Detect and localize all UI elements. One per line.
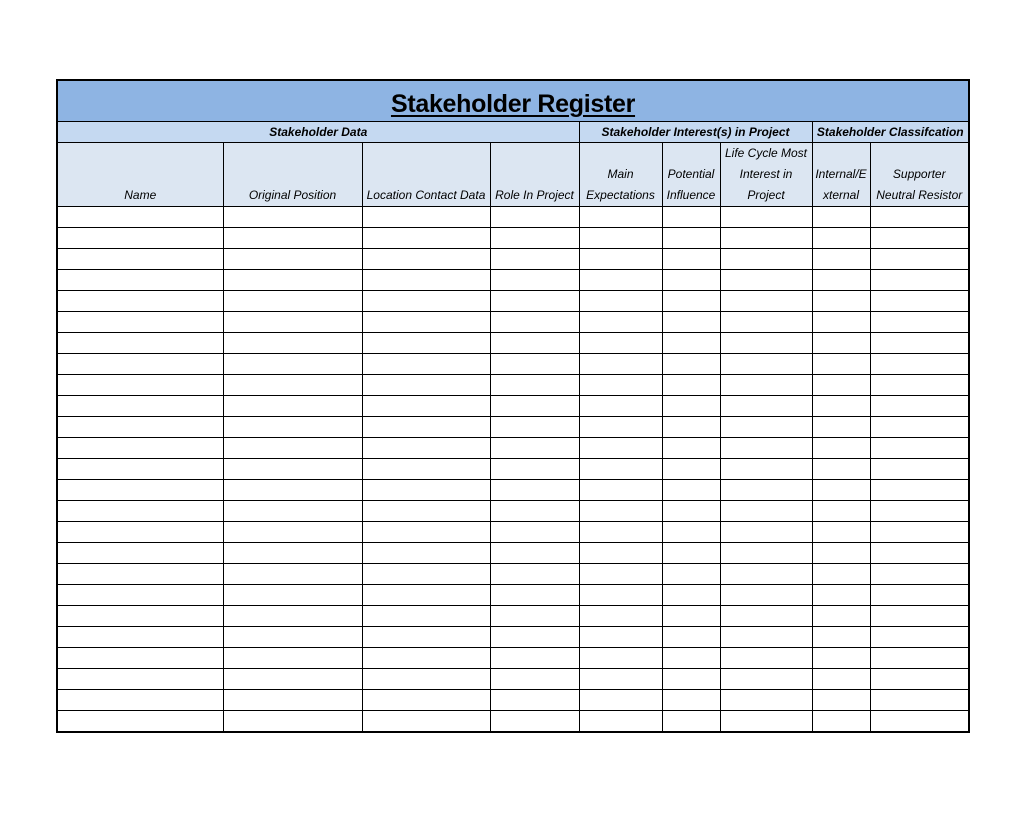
stakeholder-register-table	[56, 79, 970, 733]
table-cell[interactable]	[662, 501, 720, 522]
table-cell[interactable]	[812, 669, 870, 690]
table-cell[interactable]	[812, 648, 870, 669]
table-cell[interactable]	[362, 585, 490, 606]
table-cell[interactable]	[362, 543, 490, 564]
table-row	[57, 480, 969, 501]
table-cell[interactable]	[57, 711, 223, 733]
table-cell[interactable]	[57, 564, 223, 585]
table-cell[interactable]	[662, 606, 720, 627]
table-cell[interactable]	[870, 291, 969, 312]
table-cell[interactable]	[490, 333, 579, 354]
table-cell[interactable]	[57, 648, 223, 669]
table-cell[interactable]	[812, 417, 870, 438]
table-cell[interactable]	[579, 354, 662, 375]
table-row	[57, 438, 969, 459]
column-header-row	[57, 143, 969, 207]
table-row	[57, 543, 969, 564]
table-cell[interactable]	[223, 228, 362, 249]
table-cell[interactable]	[720, 522, 812, 543]
col-header-supporter-neutral-resistor	[870, 143, 969, 207]
table-cell[interactable]	[870, 417, 969, 438]
table-cell[interactable]	[870, 207, 969, 228]
table-cell[interactable]	[57, 375, 223, 396]
table-cell[interactable]	[490, 669, 579, 690]
col-header-role-in-project	[490, 143, 579, 207]
table-cell[interactable]	[223, 291, 362, 312]
table-cell[interactable]	[362, 522, 490, 543]
table-cell[interactable]	[812, 501, 870, 522]
table-cell[interactable]	[490, 627, 579, 648]
table-cell[interactable]	[223, 543, 362, 564]
table-cell[interactable]	[662, 291, 720, 312]
table-row	[57, 711, 969, 733]
table-cell[interactable]	[662, 375, 720, 396]
table-cell[interactable]	[579, 375, 662, 396]
table-cell[interactable]	[870, 543, 969, 564]
col-header-original-position	[223, 143, 362, 207]
table-cell[interactable]	[812, 312, 870, 333]
table-cell[interactable]	[579, 228, 662, 249]
table-cell[interactable]	[57, 690, 223, 711]
col-header-location-contact-data-label: Location Contact Data	[366, 188, 486, 202]
table-cell[interactable]	[490, 711, 579, 733]
table-cell[interactable]	[870, 249, 969, 270]
table-cell[interactable]	[812, 207, 870, 228]
table-cell[interactable]	[720, 564, 812, 585]
table-cell[interactable]	[579, 270, 662, 291]
table-cell[interactable]	[812, 585, 870, 606]
col-header-role-in-project-label: Role In Project	[495, 188, 574, 202]
table-cell[interactable]	[662, 354, 720, 375]
table-cell[interactable]	[57, 312, 223, 333]
table-cell[interactable]	[662, 396, 720, 417]
table-row	[57, 333, 969, 354]
table-cell[interactable]	[662, 669, 720, 690]
table-cell[interactable]	[720, 627, 812, 648]
table-cell[interactable]	[662, 585, 720, 606]
table-row	[57, 564, 969, 585]
table-row	[57, 291, 969, 312]
table-cell[interactable]	[362, 501, 490, 522]
table-cell[interactable]	[812, 270, 870, 291]
col-header-main-expectations-label: Main Expectations	[586, 167, 655, 202]
table-cell[interactable]	[490, 207, 579, 228]
table-cell[interactable]	[57, 606, 223, 627]
table-cell[interactable]	[490, 480, 579, 501]
table-cell[interactable]	[720, 333, 812, 354]
table-cell[interactable]	[223, 459, 362, 480]
table-cell[interactable]	[579, 207, 662, 228]
table-cell[interactable]	[490, 501, 579, 522]
col-header-internal-external-label: Internal/E xternal	[815, 167, 867, 202]
table-cell[interactable]	[57, 249, 223, 270]
group-stakeholder-data: Stakeholder Data	[57, 122, 579, 143]
table-cell[interactable]	[812, 627, 870, 648]
table-cell[interactable]	[223, 711, 362, 733]
table-cell[interactable]	[720, 396, 812, 417]
table-cell[interactable]	[720, 606, 812, 627]
table-cell[interactable]	[870, 312, 969, 333]
table-cell[interactable]	[362, 396, 490, 417]
table-cell[interactable]	[870, 270, 969, 291]
table-cell[interactable]	[223, 627, 362, 648]
table-cell[interactable]	[870, 480, 969, 501]
table-cell[interactable]	[490, 396, 579, 417]
table-row	[57, 249, 969, 270]
table-cell[interactable]	[223, 312, 362, 333]
table-cell[interactable]	[720, 648, 812, 669]
table-cell[interactable]	[57, 543, 223, 564]
table-cell[interactable]	[490, 522, 579, 543]
table-cell[interactable]	[812, 564, 870, 585]
table-cell[interactable]	[223, 207, 362, 228]
table-cell[interactable]	[870, 585, 969, 606]
table-cell[interactable]	[870, 690, 969, 711]
table-cell[interactable]	[720, 585, 812, 606]
table-cell[interactable]	[490, 375, 579, 396]
table-cell[interactable]	[662, 333, 720, 354]
table-cell[interactable]	[662, 543, 720, 564]
table-cell[interactable]	[720, 501, 812, 522]
table-cell[interactable]	[223, 501, 362, 522]
col-header-life-cycle-interest-label: Life Cycle Most Interest in Project	[724, 146, 808, 202]
table-cell[interactable]	[57, 627, 223, 648]
table-cell[interactable]	[223, 375, 362, 396]
table-cell[interactable]	[362, 648, 490, 669]
table-cell[interactable]	[812, 249, 870, 270]
table-cell[interactable]	[870, 354, 969, 375]
table-cell[interactable]	[362, 291, 490, 312]
table-cell[interactable]	[362, 375, 490, 396]
table-cell[interactable]	[223, 438, 362, 459]
table-cell[interactable]	[362, 228, 490, 249]
table-cell[interactable]	[662, 312, 720, 333]
table-cell[interactable]	[362, 459, 490, 480]
table-cell[interactable]	[579, 459, 662, 480]
table-cell[interactable]	[362, 690, 490, 711]
table-cell[interactable]	[579, 522, 662, 543]
table-cell[interactable]	[720, 711, 812, 733]
table-cell[interactable]	[579, 564, 662, 585]
table-cell[interactable]	[223, 354, 362, 375]
table-cell[interactable]	[579, 711, 662, 733]
table-cell[interactable]	[362, 564, 490, 585]
table-cell[interactable]	[490, 648, 579, 669]
table-cell[interactable]	[223, 417, 362, 438]
table-cell[interactable]	[223, 690, 362, 711]
table-cell[interactable]	[490, 417, 579, 438]
table-cell[interactable]	[662, 480, 720, 501]
table-cell[interactable]	[362, 711, 490, 733]
table-cell[interactable]	[362, 207, 490, 228]
table-cell[interactable]	[870, 501, 969, 522]
table-cell[interactable]	[720, 270, 812, 291]
table-cell[interactable]	[812, 480, 870, 501]
table-cell[interactable]	[579, 585, 662, 606]
table-cell[interactable]	[57, 207, 223, 228]
table-cell[interactable]	[720, 249, 812, 270]
table-cell[interactable]	[812, 291, 870, 312]
table-cell[interactable]	[579, 669, 662, 690]
table-cell[interactable]	[579, 417, 662, 438]
table-cell[interactable]	[490, 459, 579, 480]
table-cell[interactable]	[490, 354, 579, 375]
col-header-supporter-neutral-resistor-label: Supporter Neutral Resistor	[876, 167, 963, 202]
table-cell[interactable]	[870, 627, 969, 648]
table-row	[57, 417, 969, 438]
table-cell[interactable]	[57, 228, 223, 249]
table-row	[57, 354, 969, 375]
table-cell[interactable]	[490, 312, 579, 333]
table-cell[interactable]	[490, 249, 579, 270]
table-cell[interactable]	[579, 606, 662, 627]
table-cell[interactable]	[812, 375, 870, 396]
group-stakeholder-interests: Stakeholder Interest(s) in Project	[579, 122, 812, 143]
table-cell[interactable]	[579, 501, 662, 522]
table-cell[interactable]	[579, 291, 662, 312]
table-cell[interactable]	[662, 249, 720, 270]
table-cell[interactable]	[362, 333, 490, 354]
table-cell[interactable]	[812, 333, 870, 354]
table-cell[interactable]	[362, 606, 490, 627]
table-cell[interactable]	[662, 690, 720, 711]
table-row	[57, 627, 969, 648]
table-cell[interactable]	[57, 669, 223, 690]
table-cell[interactable]	[720, 375, 812, 396]
table-cell[interactable]	[490, 291, 579, 312]
table-cell[interactable]	[662, 711, 720, 733]
table-cell[interactable]	[362, 627, 490, 648]
col-header-potential-influence	[662, 143, 720, 207]
table-row	[57, 522, 969, 543]
table-cell[interactable]	[57, 501, 223, 522]
table-cell[interactable]	[720, 207, 812, 228]
table-cell[interactable]	[662, 648, 720, 669]
table-cell[interactable]	[57, 396, 223, 417]
table-cell[interactable]	[579, 333, 662, 354]
col-header-main-expectations	[579, 143, 662, 207]
table-cell[interactable]	[870, 396, 969, 417]
table-cell[interactable]	[812, 606, 870, 627]
table-cell[interactable]	[362, 417, 490, 438]
table-cell[interactable]	[870, 375, 969, 396]
table-cell[interactable]	[812, 396, 870, 417]
table-cell[interactable]	[490, 606, 579, 627]
table-cell[interactable]	[870, 606, 969, 627]
title-row	[57, 80, 969, 122]
table-cell[interactable]	[579, 480, 662, 501]
table-cell[interactable]	[579, 627, 662, 648]
table-cell[interactable]	[362, 354, 490, 375]
table-cell[interactable]	[490, 438, 579, 459]
col-header-name	[57, 143, 223, 207]
table-cell[interactable]	[223, 270, 362, 291]
table-cell[interactable]	[223, 522, 362, 543]
group-header-row	[57, 122, 969, 143]
table-cell[interactable]	[57, 354, 223, 375]
table-cell[interactable]	[579, 249, 662, 270]
page-title: Stakeholder Register	[390, 90, 636, 118]
col-header-potential-influence-label: Potential Influence	[666, 167, 716, 202]
table-cell[interactable]	[720, 690, 812, 711]
table-row	[57, 585, 969, 606]
table-cell[interactable]	[870, 669, 969, 690]
table-cell[interactable]	[662, 627, 720, 648]
table-cell[interactable]	[223, 333, 362, 354]
table-cell[interactable]	[490, 270, 579, 291]
table-cell[interactable]	[812, 711, 870, 733]
table-cell[interactable]	[720, 438, 812, 459]
table-cell[interactable]	[57, 438, 223, 459]
table-cell[interactable]	[662, 459, 720, 480]
table-row	[57, 690, 969, 711]
table-row	[57, 501, 969, 522]
table-cell[interactable]	[579, 312, 662, 333]
table-cell[interactable]	[362, 270, 490, 291]
table-row	[57, 648, 969, 669]
table-cell[interactable]	[812, 543, 870, 564]
table-cell[interactable]	[223, 480, 362, 501]
table-cell[interactable]	[490, 585, 579, 606]
title-cell	[57, 80, 969, 122]
table-row	[57, 207, 969, 228]
table-row	[57, 375, 969, 396]
table-cell[interactable]	[223, 249, 362, 270]
table-cell[interactable]	[490, 564, 579, 585]
table-cell[interactable]	[870, 459, 969, 480]
table-cell[interactable]	[223, 669, 362, 690]
table-cell[interactable]	[579, 648, 662, 669]
table-cell[interactable]	[490, 228, 579, 249]
table-cell[interactable]	[812, 228, 870, 249]
table-cell[interactable]	[870, 564, 969, 585]
table-cell[interactable]	[662, 438, 720, 459]
table-cell[interactable]	[223, 396, 362, 417]
col-header-internal-external	[812, 143, 870, 207]
table-cell[interactable]	[812, 438, 870, 459]
table-cell[interactable]	[362, 669, 490, 690]
table-cell[interactable]	[870, 228, 969, 249]
table-cell[interactable]	[812, 690, 870, 711]
table-row	[57, 228, 969, 249]
table-cell[interactable]	[362, 438, 490, 459]
table-cell[interactable]	[870, 648, 969, 669]
col-header-location-contact-data	[362, 143, 490, 207]
table-cell[interactable]	[870, 522, 969, 543]
table-cell[interactable]	[662, 270, 720, 291]
table-row	[57, 606, 969, 627]
col-header-name-label: Name	[124, 188, 157, 202]
group-stakeholder-classification: Stakeholder Classifcation	[812, 122, 969, 143]
table-cell[interactable]	[720, 459, 812, 480]
table-cell[interactable]	[223, 606, 362, 627]
table-cell[interactable]	[362, 249, 490, 270]
table-cell[interactable]	[720, 228, 812, 249]
table-cell[interactable]	[490, 690, 579, 711]
table-cell[interactable]	[720, 543, 812, 564]
table-cell[interactable]	[57, 333, 223, 354]
table-cell[interactable]	[662, 207, 720, 228]
table-cell[interactable]	[362, 480, 490, 501]
table-cell[interactable]	[579, 543, 662, 564]
table-cell[interactable]	[57, 291, 223, 312]
table-cell[interactable]	[490, 543, 579, 564]
table-cell[interactable]	[812, 354, 870, 375]
table-cell[interactable]	[57, 522, 223, 543]
table-cell[interactable]	[362, 312, 490, 333]
col-header-life-cycle-interest	[720, 143, 812, 207]
table-cell[interactable]	[662, 417, 720, 438]
table-cell[interactable]	[579, 438, 662, 459]
table-row	[57, 270, 969, 291]
table-row	[57, 669, 969, 690]
table-cell[interactable]	[720, 417, 812, 438]
table-cell[interactable]	[57, 459, 223, 480]
col-header-original-position-label: Original Position	[248, 188, 337, 202]
table-cell[interactable]	[870, 333, 969, 354]
table-cell[interactable]	[812, 522, 870, 543]
table-row	[57, 396, 969, 417]
table-cell[interactable]	[662, 564, 720, 585]
table-cell[interactable]	[720, 480, 812, 501]
table-cell[interactable]	[662, 522, 720, 543]
table-cell[interactable]	[720, 354, 812, 375]
table-row	[57, 459, 969, 480]
table-cell[interactable]	[720, 291, 812, 312]
register-body	[57, 207, 969, 733]
table-cell[interactable]	[870, 438, 969, 459]
table-cell[interactable]	[720, 669, 812, 690]
table-cell[interactable]	[223, 564, 362, 585]
table-cell[interactable]	[57, 417, 223, 438]
table-cell[interactable]	[812, 459, 870, 480]
table-cell[interactable]	[870, 711, 969, 733]
table-cell[interactable]	[662, 228, 720, 249]
table-cell[interactable]	[57, 585, 223, 606]
table-cell[interactable]	[223, 648, 362, 669]
table-cell[interactable]	[720, 312, 812, 333]
table-row	[57, 312, 969, 333]
table-cell[interactable]	[579, 690, 662, 711]
table-cell[interactable]	[223, 585, 362, 606]
table-cell[interactable]	[579, 396, 662, 417]
table-cell[interactable]	[57, 480, 223, 501]
table-cell[interactable]	[57, 270, 223, 291]
